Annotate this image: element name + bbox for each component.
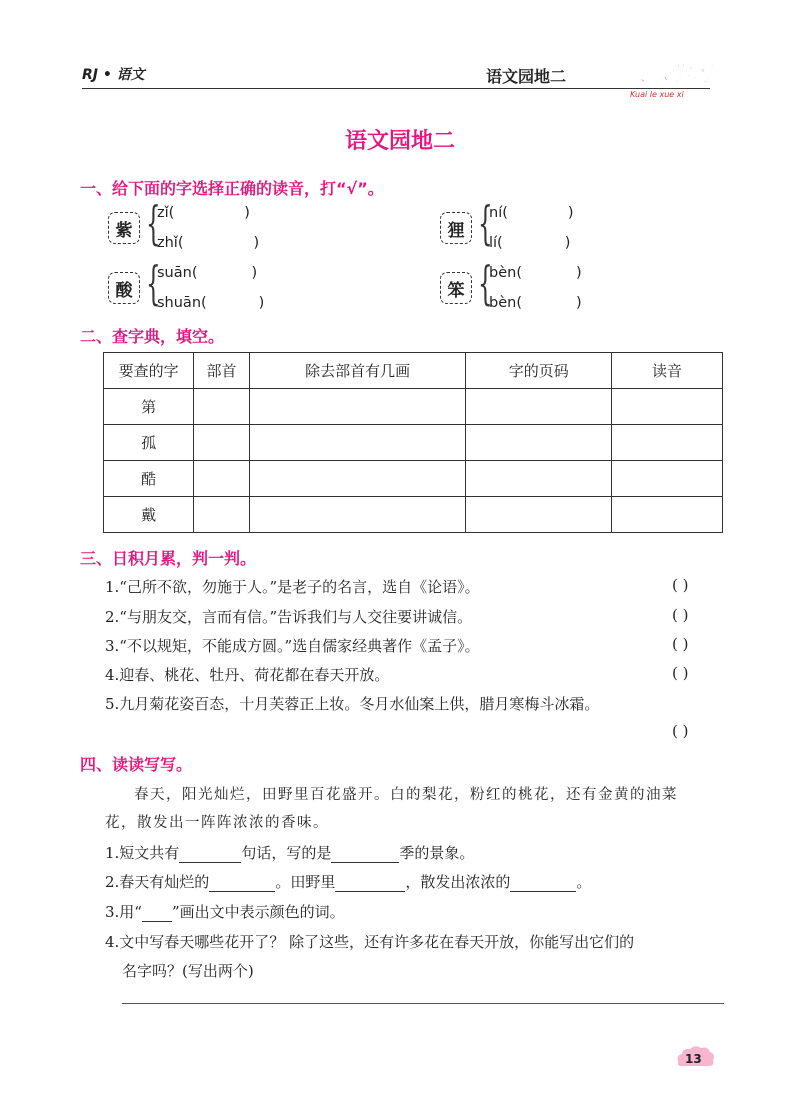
pinyin-option: shuān( ) xyxy=(157,295,265,311)
brace-icon: { xyxy=(146,256,161,310)
judge-item: 3.“不以规矩，不能成方圆。”选自儒家经典著作《孟子》。 xyxy=(105,637,480,655)
page-number: 13 xyxy=(685,1052,702,1066)
pinyin-option: lí( ) xyxy=(489,235,571,251)
brace-icon: { xyxy=(478,196,493,250)
judge-item: 5.九月菊花姿百态，十月芙蓉正上妆。冬月水仙案上供，腊月寒梅斗冰霜。 xyxy=(105,695,600,713)
header-rule xyxy=(82,88,710,89)
answer-cell[interactable] xyxy=(249,497,466,533)
fill-blank[interactable] xyxy=(209,891,275,892)
fill-blank[interactable] xyxy=(331,862,399,863)
answer-paren[interactable]: ( ) xyxy=(672,722,689,740)
answer-paren[interactable]: ( ) xyxy=(672,576,689,594)
lookup-char: 戴 xyxy=(104,497,194,533)
question-2: 2.春天有灿烂的 。田野里 ，散发出浓浓的 。 xyxy=(105,873,592,891)
pinyin-option: zhǐ( ) xyxy=(157,235,260,251)
fill-blank[interactable] xyxy=(510,891,576,892)
table-header-row xyxy=(104,353,723,389)
table-row xyxy=(104,389,723,425)
answer-cell[interactable] xyxy=(194,389,250,425)
page-title: 语文园地二 xyxy=(344,129,455,154)
answer-cell[interactable] xyxy=(466,461,612,497)
column-header: 字的页码 xyxy=(466,353,612,389)
page-number-badge xyxy=(676,1044,716,1072)
fill-blank[interactable] xyxy=(335,891,405,892)
column-header: 除去部首有几画 xyxy=(249,353,466,389)
section1-heading: 一、给下面的字选择正确的读音，打“√”。 xyxy=(80,179,384,198)
answer-cell[interactable] xyxy=(249,389,466,425)
table-row xyxy=(104,425,723,461)
char-box: 酸 xyxy=(108,272,140,304)
answer-cell[interactable] xyxy=(194,461,250,497)
answer-cell[interactable] xyxy=(612,389,723,425)
question-4: 4.文中写春天哪些花开了？ 除了这些，还有许多花在春天开放，你能写出它们的 xyxy=(105,933,635,951)
logo-subtitle: Kuai le xue xi xyxy=(630,90,684,99)
dictionary-table xyxy=(103,352,723,533)
answer-cell[interactable] xyxy=(466,389,612,425)
judge-item: 2.“与朋友交，言而有信。”告诉我们与人交往要讲诚信。 xyxy=(105,608,473,626)
char-box: 笨 xyxy=(440,272,472,304)
lookup-char: 孤 xyxy=(104,425,194,461)
judge-item: 1.“己所不欲，勿施于人。”是老子的名言，选自《论语》。 xyxy=(105,578,480,596)
passage-line: 春天，阳光灿烂，田野里百花盛开。白的梨花，粉红的桃花，还有金黄的油菜 xyxy=(134,787,678,803)
answer-paren[interactable]: ( ) xyxy=(672,635,689,653)
judge-item: 4.迎春、桃花、牡丹、荷花都在春天开放。 xyxy=(105,666,390,684)
answer-cell[interactable] xyxy=(466,425,612,461)
brace-icon: { xyxy=(146,196,161,250)
answer-line[interactable] xyxy=(122,1003,724,1004)
header-subject: RJ • 语文 xyxy=(82,67,145,83)
underline-sample xyxy=(142,921,172,922)
char-box: 紫 xyxy=(108,212,140,244)
pinyin-option: ní( ) xyxy=(489,205,574,221)
pinyin-option: bèn( ) xyxy=(489,295,582,311)
section2-heading: 二、查字典，填空。 xyxy=(80,327,225,346)
pinyin-option: suān( ) xyxy=(157,265,258,281)
table-row xyxy=(104,497,723,533)
column-header: 部首 xyxy=(194,353,250,389)
answer-cell[interactable] xyxy=(194,425,250,461)
pinyin-option: bèn( ) xyxy=(489,265,582,281)
answer-paren[interactable]: ( ) xyxy=(672,664,689,682)
answer-cell[interactable] xyxy=(612,461,723,497)
section4-heading: 四、读读写写。 xyxy=(80,755,193,774)
logo xyxy=(622,58,724,88)
answer-cell[interactable] xyxy=(612,425,723,461)
question-3: 3.用“ ”画出文中表示颜色的词。 xyxy=(105,903,345,921)
brace-icon: { xyxy=(478,256,493,310)
answer-cell[interactable] xyxy=(466,497,612,533)
answer-paren[interactable]: ( ) xyxy=(672,606,689,624)
passage-line: 花，散发出一阵阵浓浓的香味。 xyxy=(105,815,329,831)
header-title: 语文园地二 xyxy=(486,67,567,86)
answer-cell[interactable] xyxy=(249,461,466,497)
section3-heading: 三、日积月累，判一判。 xyxy=(80,549,257,568)
lookup-char: 第 xyxy=(104,389,194,425)
answer-cell[interactable] xyxy=(612,497,723,533)
logo-text: 快乐学习 xyxy=(624,62,713,87)
fill-blank[interactable] xyxy=(179,862,241,863)
column-header: 读音 xyxy=(612,353,723,389)
pinyin-option: zǐ( ) xyxy=(157,205,250,221)
column-header: 要查的字 xyxy=(104,353,194,389)
answer-cell[interactable] xyxy=(194,497,250,533)
char-box: 狸 xyxy=(440,212,472,244)
question-4-cont: 名字吗？(写出两个) xyxy=(122,962,254,980)
answer-cell[interactable] xyxy=(249,425,466,461)
lookup-char: 酷 xyxy=(104,461,194,497)
question-1: 1.短文共有 句话，写的是 季的景象。 xyxy=(105,844,475,862)
table-row xyxy=(104,461,723,497)
